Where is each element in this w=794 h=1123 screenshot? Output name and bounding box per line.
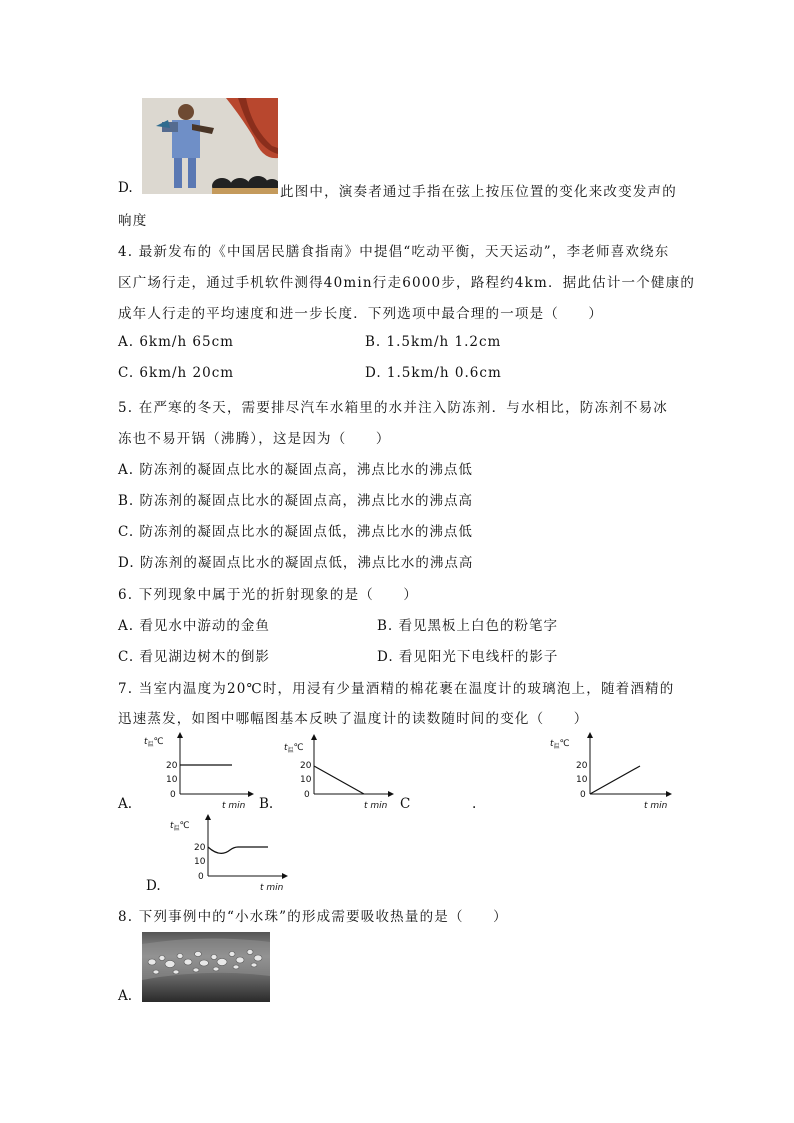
q4-option-b: B. 1.5km/h 1.2cm: [365, 334, 502, 350]
q7-option-c-dot: .: [472, 796, 477, 812]
q3-option-d-text: 此图中，演奏者通过手指在弦上按压位置的变化来改变发声的: [280, 184, 677, 200]
svg-text:t温℃: [550, 739, 570, 750]
graph-d-tick-20: 20: [194, 843, 206, 853]
graph-a-tick-20: 20: [166, 761, 178, 771]
graph-b-x-label: t min: [364, 801, 388, 811]
q7-graph-a: [140, 730, 260, 812]
graph-c-x-label: t min: [644, 801, 668, 811]
q7-option-a-label: A.: [118, 796, 133, 812]
q4-stem-line3: 成年人行走的平均速度和进一步长度．下列选项中最合理的一项是（ ）: [118, 306, 604, 322]
q6-option-b: B. 看见黑板上白色的粉笔字: [377, 618, 559, 634]
graph-b-tick-10: 10: [300, 775, 312, 785]
q5-option-c: C. 防冻剂的凝固点比水的凝固点低，沸点比水的沸点低: [118, 524, 473, 540]
graph-b-tick-20: 20: [300, 761, 312, 771]
graph-c-tick-20: 20: [576, 761, 588, 771]
q7-graph-d: [168, 812, 294, 894]
graph-d-x-label: t min: [260, 883, 284, 893]
q6-option-c: C. 看见湖边树木的倒影: [118, 649, 270, 665]
graph-c-tick-0: 0: [580, 790, 586, 800]
q5-option-a: A. 防冻剂的凝固点比水的凝固点高，沸点比水的沸点低: [118, 462, 473, 478]
q3-option-d-label: D.: [118, 180, 133, 196]
water-droplets-image: [142, 932, 270, 1002]
graph-d-y-label: t: [170, 821, 174, 831]
svg-text:t温℃: [284, 743, 304, 754]
q5-stem-line1: 5. 在严寒的冬天，需要排尽汽车水箱里的水并注入防冻剂．与水相比，防冻剂不易冰: [118, 400, 668, 416]
graph-c-y-label: t: [550, 739, 554, 749]
q5-option-d: D. 防冻剂的凝固点比水的凝固点低，沸点比水的沸点高: [118, 555, 474, 571]
graph-c-y-unit-sub: 温: [553, 743, 560, 750]
graph-d-tick-0: 0: [198, 872, 204, 882]
graph-a-x-label: t min: [222, 801, 246, 811]
graph-a-y-unit: ℃: [153, 737, 164, 747]
q7-option-c-label: C: [400, 796, 411, 812]
q5-stem-line2: 冻也不易开锅（沸腾），这是因为（ ）: [118, 431, 391, 447]
q4-stem-line1: 4. 最新发布的《中国居民膳食指南》中提倡“吃动平衡，天天运动”，李老师喜欢绕东: [118, 244, 670, 260]
graph-a-tick-0: 0: [170, 790, 176, 800]
q7-graph-c: [548, 730, 678, 812]
graph-d-curve: [208, 847, 268, 853]
graph-b-y-label: t: [284, 743, 288, 753]
graph-b-tick-0: 0: [304, 790, 310, 800]
violinist-image: [142, 98, 278, 194]
q4-option-d: D. 1.5km/h 0.6cm: [365, 365, 502, 381]
q7-option-b-label: B.: [259, 796, 274, 812]
q7-option-d-label: D.: [146, 878, 161, 894]
graph-c-tick-10: 10: [576, 775, 588, 785]
graph-d-y-unit-sub: 温: [173, 825, 180, 832]
graph-c-y-unit: ℃: [559, 739, 570, 749]
q4-option-c: C. 6km/h 20cm: [118, 365, 235, 381]
graph-d-y-unit: ℃: [179, 821, 190, 831]
water-droplets-photo: [142, 932, 270, 1002]
q3-option-d-text-cont: 响度: [118, 213, 148, 229]
q4-stem-line2: 区广场行走，通过手机软件测得40min行走6000步，路程约4km．据此估计一个健康的: [118, 275, 696, 291]
graph-b-curve: [314, 766, 364, 794]
graph-b-y-unit: ℃: [293, 743, 304, 753]
q8-stem: 8. 下列事例中的“小水珠”的形成需要吸收热量的是（ ）: [118, 909, 508, 925]
svg-text:t温℃: [170, 821, 190, 832]
q6-stem: 6. 下列现象中属于光的折射现象的是（ ）: [118, 587, 419, 603]
graph-a-tick-10: 10: [166, 775, 178, 785]
q7-graph-b: [280, 732, 400, 814]
graph-c-curve: [590, 766, 640, 794]
q6-option-d: D. 看见阳光下电线杆的影子: [377, 649, 559, 665]
q6-option-a: A. 看见水中游动的金鱼: [118, 618, 270, 634]
graph-a-y-label: t: [144, 737, 148, 747]
violinist-illustration: [142, 98, 278, 194]
q7-stem-line1: 7. 当室内温度为20℃时，用浸有少量酒精的棉花裹在温度计的玻璃泡上，随着酒精的: [118, 681, 675, 697]
q4-option-a: A. 6km/h 65cm: [118, 334, 234, 350]
svg-text:t温℃: [144, 737, 164, 748]
q7-stem-line2: 迅速蒸发，如图中哪幅图基本反映了温度计的读数随时间的变化（ ）: [118, 711, 589, 727]
q8-option-a-label: A.: [118, 988, 133, 1004]
graph-b-y-unit-sub: 温: [287, 747, 294, 754]
graph-d-tick-10: 10: [194, 857, 206, 867]
graph-a-y-unit-sub: 温: [147, 741, 154, 748]
q5-option-b: B. 防冻剂的凝固点比水的凝固点高，沸点比水的沸点高: [118, 493, 474, 509]
